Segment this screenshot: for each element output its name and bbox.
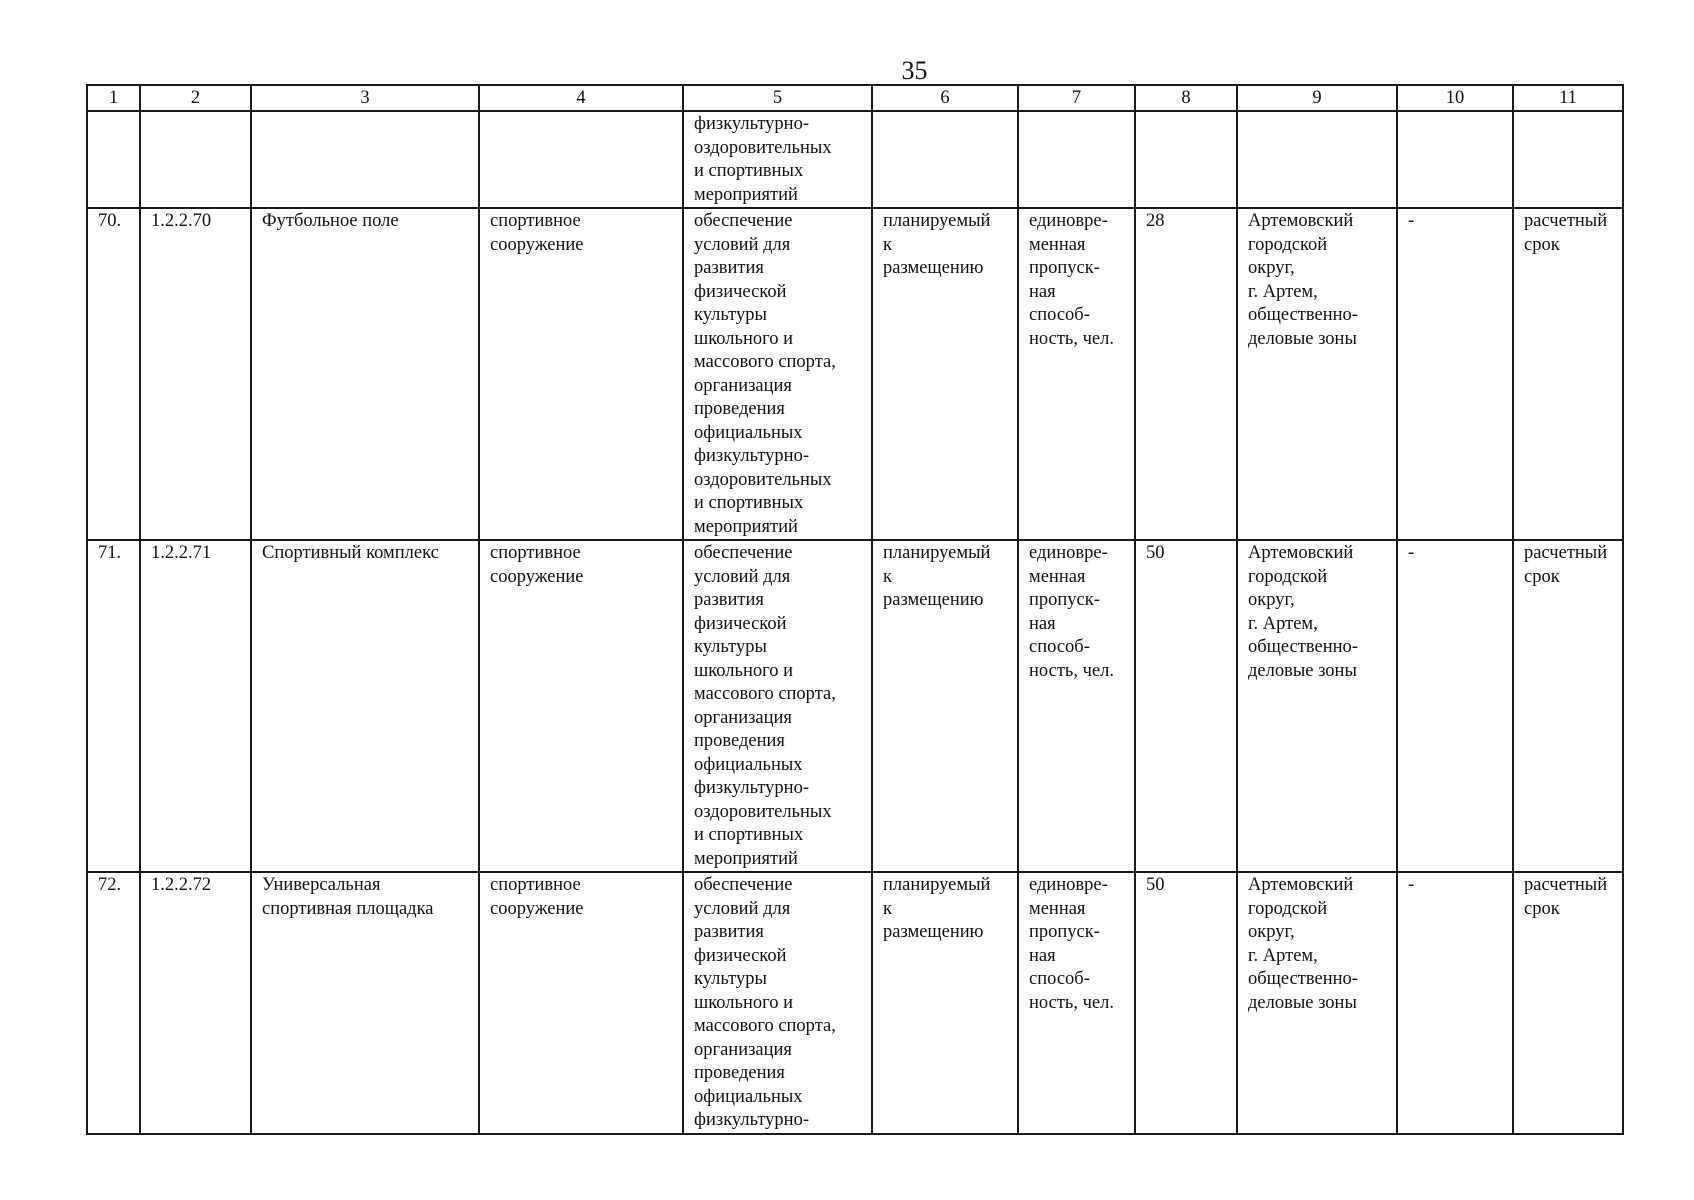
type-cell: спортивное сооружение xyxy=(479,540,683,872)
location-cell: Артемовский городской округ, г. Артем, общественно- деловые зоны xyxy=(1237,872,1397,1134)
zone-cell: - xyxy=(1397,540,1513,872)
table-cell xyxy=(1513,111,1623,208)
value-cell: 28 xyxy=(1135,208,1237,540)
table-row xyxy=(87,872,1623,1134)
table-cell xyxy=(1018,111,1135,208)
name-cell: Футбольное поле xyxy=(251,208,479,540)
zone-cell: - xyxy=(1397,208,1513,540)
table-cell xyxy=(1397,111,1513,208)
continuation-row xyxy=(87,111,1623,208)
column-number-cell: 2 xyxy=(140,85,251,111)
term-cell: расчетный срок xyxy=(1513,208,1623,540)
table-cell xyxy=(1135,111,1237,208)
status-cell: планируемый к размещению xyxy=(872,872,1018,1134)
purpose-cell: обеспечение условий для развития физической культуры школьного и массового спорта, организация проведения официальных физкультурно- оздоровительных и спортивных мероприятий xyxy=(683,208,872,540)
row-number-cell: 72. xyxy=(87,872,140,1134)
column-number-cell: 4 xyxy=(479,85,683,111)
facilities-table xyxy=(86,84,1624,1135)
location-cell: Артемовский городской округ, г. Артем, общественно- деловые зоны xyxy=(1237,208,1397,540)
column-number-cell: 7 xyxy=(1018,85,1135,111)
table-cell xyxy=(1237,111,1397,208)
row-number-cell: 70. xyxy=(87,208,140,540)
status-cell: планируемый к размещению xyxy=(872,208,1018,540)
characteristic-cell: единовре- менная пропуск- ная способ- ность, чел. xyxy=(1018,540,1135,872)
column-number-cell: 6 xyxy=(872,85,1018,111)
column-number-cell: 1 xyxy=(87,85,140,111)
characteristic-cell: единовре- менная пропуск- ная способ- ность, чел. xyxy=(1018,872,1135,1134)
column-number-cell: 9 xyxy=(1237,85,1397,111)
characteristic-cell: единовре- менная пропуск- ная способ- ность, чел. xyxy=(1018,208,1135,540)
table-cell xyxy=(87,111,140,208)
table-row xyxy=(87,208,1623,540)
table-cell xyxy=(140,111,251,208)
row-number-cell: 71. xyxy=(87,540,140,872)
type-cell: спортивное сооружение xyxy=(479,208,683,540)
code-cell: 1.2.2.70 xyxy=(140,208,251,540)
name-cell: Универсальная спортивная площадка xyxy=(251,872,479,1134)
purpose-cell: обеспечение условий для развития физической культуры школьного и массового спорта, организация проведения официальных физкультурно- оздоровительных и спортивных мероприятий xyxy=(683,540,872,872)
code-cell: 1.2.2.72 xyxy=(140,872,251,1134)
table-cell xyxy=(251,111,479,208)
purpose-cell: физкультурно- оздоровительных и спортивных мероприятий xyxy=(683,111,872,208)
location-cell: Артемовский городской округ, г. Артем, общественно- деловые зоны xyxy=(1237,540,1397,872)
term-cell: расчетный срок xyxy=(1513,540,1623,872)
table-row xyxy=(87,540,1623,872)
status-cell: планируемый к размещению xyxy=(872,540,1018,872)
name-cell: Спортивный комплекс xyxy=(251,540,479,872)
term-cell: расчетный срок xyxy=(1513,872,1623,1134)
value-cell: 50 xyxy=(1135,540,1237,872)
column-number-cell: 8 xyxy=(1135,85,1237,111)
table-cell xyxy=(872,111,1018,208)
table-cell xyxy=(479,111,683,208)
column-number-cell: 5 xyxy=(683,85,872,111)
page-number: 35 xyxy=(901,56,928,85)
value-cell: 50 xyxy=(1135,872,1237,1134)
column-number-cell: 3 xyxy=(251,85,479,111)
column-number-row xyxy=(87,85,1623,111)
column-number-cell: 10 xyxy=(1397,85,1513,111)
type-cell: спортивное сооружение xyxy=(479,872,683,1134)
code-cell: 1.2.2.71 xyxy=(140,540,251,872)
zone-cell: - xyxy=(1397,872,1513,1134)
purpose-cell: обеспечение условий для развития физической культуры школьного и массового спорта, организация проведения официальных физкультурно- xyxy=(683,872,872,1134)
column-number-cell: 11 xyxy=(1513,85,1623,111)
